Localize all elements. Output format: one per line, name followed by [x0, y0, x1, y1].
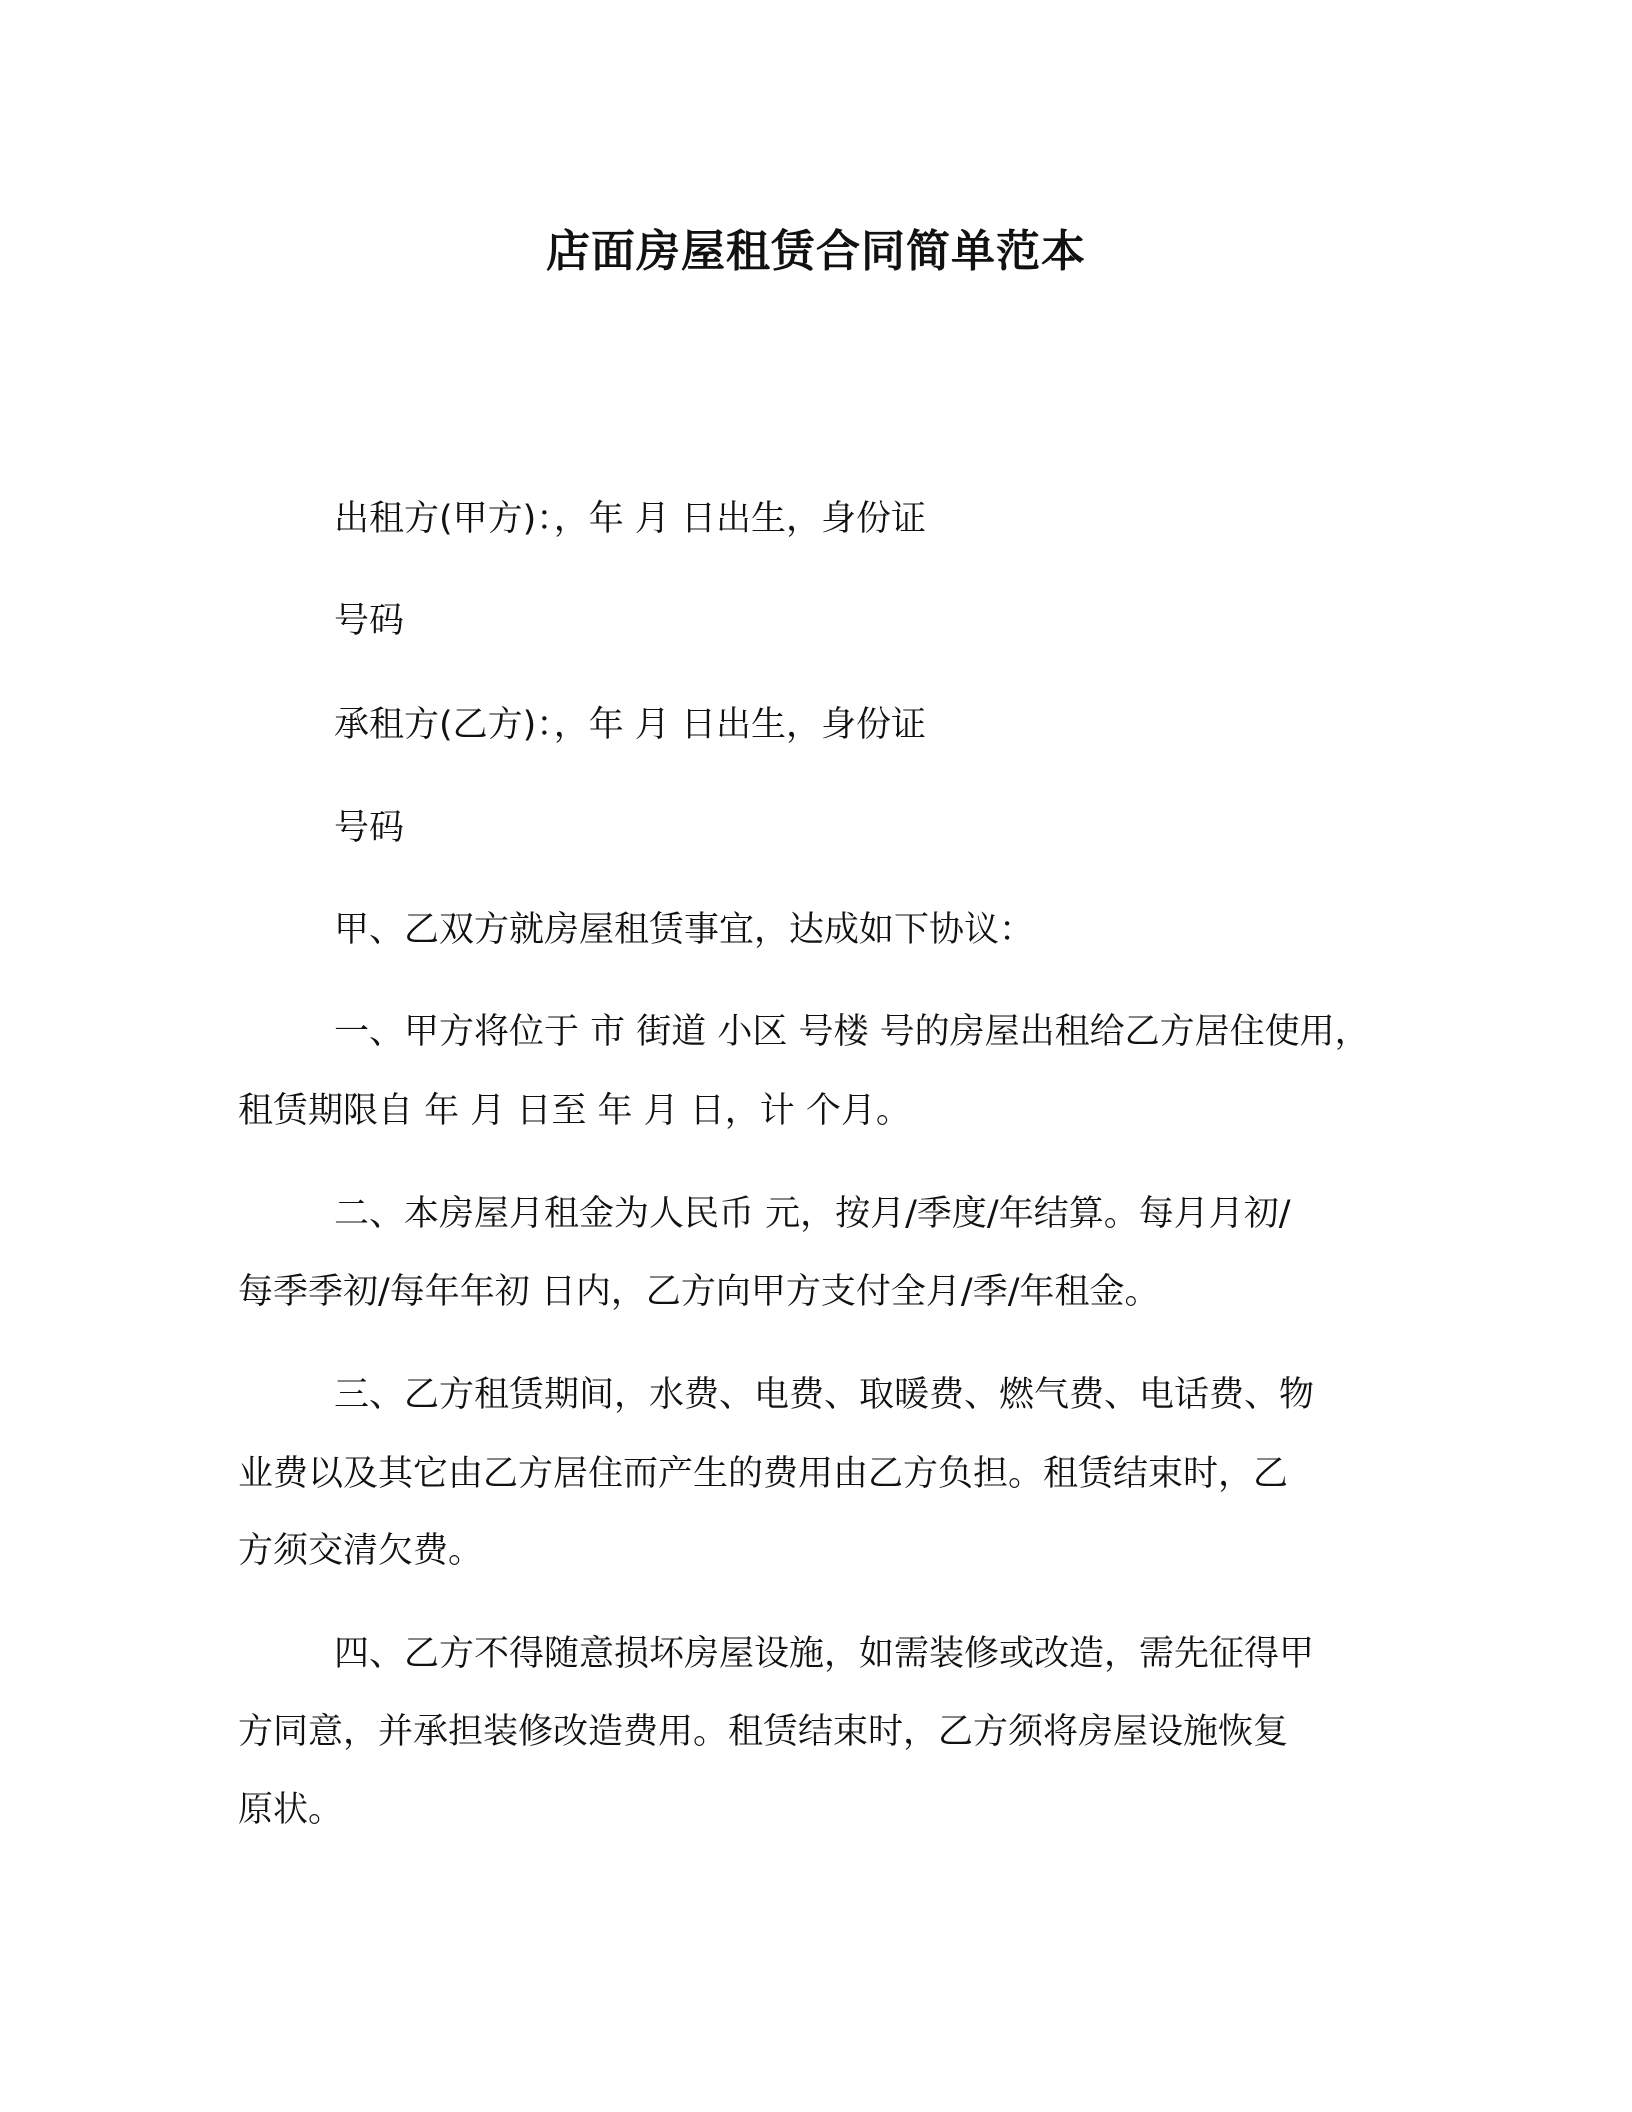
- clause-4-line-2: 方同意，并承担装修改造费用。租赁结束时，乙方须将房屋设施恢复: [238, 1712, 1289, 1752]
- clause-4-line-3: 原状。: [238, 1790, 344, 1830]
- clause-3-line-3: 方须交清欠费。: [238, 1531, 484, 1571]
- clause-4-line-1: 四、乙方不得随意损坏房屋设施，如需装修或改造，需先征得甲: [334, 1634, 1315, 1674]
- clause-3-line-1: 三、乙方租赁期间，水费、电费、取暖费、燃气费、电话费、物: [334, 1375, 1315, 1415]
- clause-2-line-1: 二、本房屋月租金为人民币 元，按月/季度/年结算。每月月初/: [334, 1194, 1291, 1234]
- clause-1-line-1: 一、甲方将位于 市 街道 小区 号楼 号的房屋出租给乙方居住使用，: [334, 1012, 1370, 1052]
- lessee-id-line: 号码: [334, 808, 405, 848]
- lessee-line: 承租方(乙方)：，年 月 日出生，身份证: [334, 705, 927, 745]
- clause-2-line-2: 每季季初/每年年初 日内，乙方向甲方支付全月/季/年租金。: [238, 1272, 1160, 1312]
- clause-1-line-2: 租赁期限自 年 月 日至 年 月 日，计 个月。: [238, 1091, 911, 1131]
- lessor-id-line: 号码: [334, 601, 405, 641]
- lessor-line: 出租方(甲方)：，年 月 日出生，身份证: [334, 499, 927, 539]
- agreement-intro: 甲、乙双方就房屋租赁事宜，达成如下协议：: [334, 910, 1035, 950]
- document-title: 店面房屋租赁合同简单范本: [546, 226, 1086, 277]
- clause-3-line-2: 业费以及其它由乙方居住而产生的费用由乙方负担。租赁结束时，乙: [238, 1454, 1289, 1494]
